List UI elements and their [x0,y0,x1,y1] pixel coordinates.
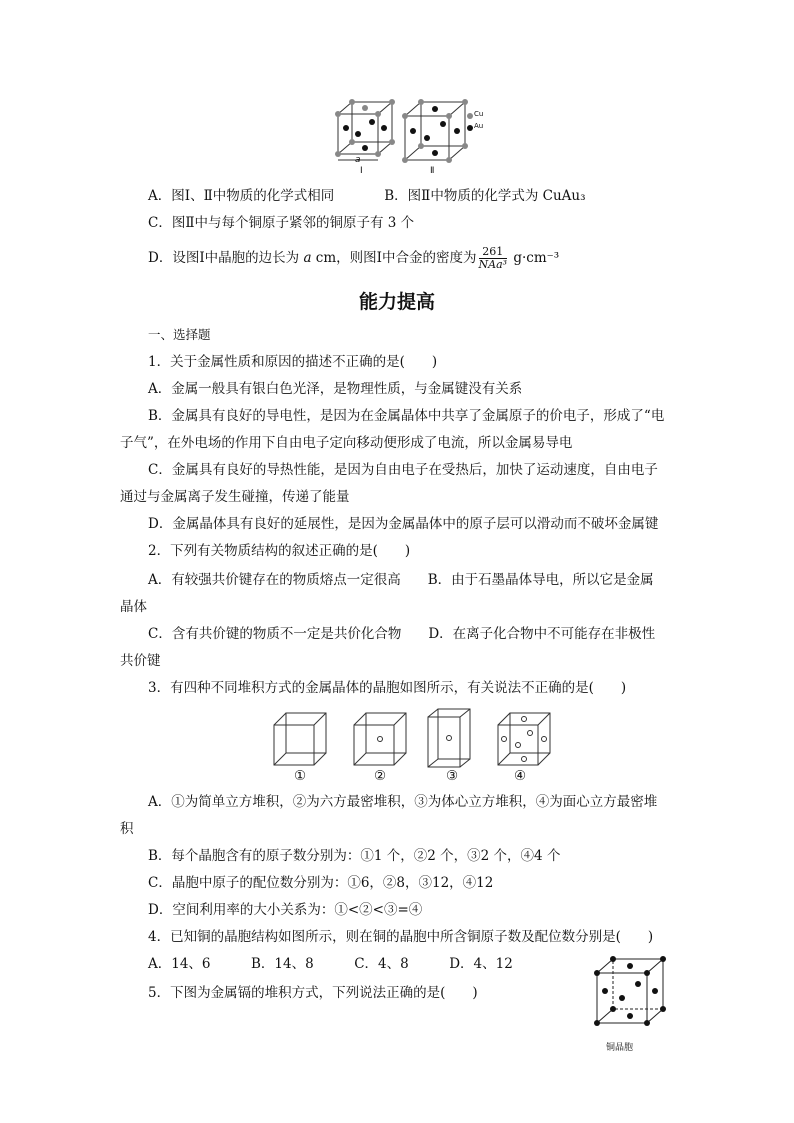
cell-4-face-centered [496,711,556,773]
cell-1-simple-cubic [272,711,332,773]
q3-option-a-2: 积 [120,821,134,837]
q3-option-d: D．空间利用率的大小关系为：①<②<③=④ [148,902,423,918]
prev-option-b: B．图Ⅱ中物质的化学式为 CuAu₃ [384,188,586,204]
prev-option-d: D．设图Ⅰ中晶胞的边长为 a cm，则图Ⅰ中合金的密度为 $\frac{261}{\text{NAa³}}$ g·cm⁻³ [148,245,560,271]
q2-option-cd-2: 共价键 [120,653,161,669]
edge-label-a: a [355,155,361,165]
prev-option-a-b [148,186,678,206]
q1-option-a: A．金属一般具有银白色光泽，是物理性质，与金属键没有关系 [148,381,523,397]
density-fraction: $\frac{261}{\text{NAa³}}$ [478,245,508,271]
q1-option-d: D．金属晶体具有良好的延展性，是因为金属晶体中的原子层可以滑动而不破坏金属键 [148,516,659,532]
q2-option-ab-1: A．有较强共价键存在的物质熔点一定很高 B．由于石墨晶体导电，所以它是金属 [148,572,654,588]
q1-option-b-1: B．金属具有良好的导电性，是因为在金属晶体中共享了金属原子的价电子，形成了“电 [148,408,665,424]
q5-stem: 5．下图为金属镉的堆积方式，下列说法正确的是( ) [148,985,478,1001]
copper-cell-diagram [593,955,669,1027]
legend-au: Au [474,122,484,130]
q2-option-ab-2: 晶体 [120,599,147,615]
q1-option-c-1: C．金属具有良好的导热性能，是因为自由电子在受热后，加快了运动速度，自由电子 [148,462,658,478]
section-title: 能力提高 [358,291,435,313]
q3-option-c: C．晶胞中原子的配位数分别为：①6，②8，③12，④12 [148,875,494,891]
figure-label-I: Ⅰ [360,166,363,176]
q3-option-b: B．每个晶胞含有的原子数分别为：①1 个，②2 个，③2 个，④4 个 [148,848,561,864]
legend-cu: Cu [474,110,484,118]
fig-label-2: ② [374,768,387,784]
cell-I-diagram [336,100,396,170]
cell-II-diagram [403,100,467,164]
q1-option-c-2: 通过与金属离子发生碰撞，传递了能量 [120,489,350,505]
q1-option-b-2: 子气”，在外电场的作用下自由电子定向移动便形成了电流，所以金属易导电 [120,435,573,451]
cell-2-body-centered [352,711,412,773]
subsection-heading: 一、选择题 [148,327,211,342]
q4-stem: 4．已知铜的晶胞结构如图所示，则在铜的晶胞中所含铜原子数及配位数分别是( ) [148,929,654,945]
q2-stem: 2．下列有关物质结构的叙述正确的是( ) [148,543,411,559]
cell-3-hexagonal [426,707,476,773]
q3-option-a-1: A．①为简单立方堆积，②为六方最密堆积，③为体心立方堆积，④为面心立方最密堆 [148,794,658,810]
prev-option-c: C．图Ⅱ中与每个铜原子紧邻的铜原子有 3 个 [148,215,415,231]
fig-label-3: ③ [446,768,459,784]
q1-stem: 1．关于金属性质和原因的描述不正确的是( ) [148,354,438,370]
fig-label-1: ① [294,768,307,784]
fig-label-4: ④ [514,768,527,784]
q3-stem: 3．有四种不同堆积方式的金属晶体的晶胞如图所示，有关说法不正确的是( ) [148,680,627,696]
prev-option-a: A．图Ⅰ、Ⅱ中物质的化学式相同 [148,188,335,204]
q2-option-cd-1: C．含有共价键的物质不一定是共价化合物 D．在离子化合物中不可能存在非极性 [148,626,656,642]
figure-label-II: Ⅱ [430,166,435,176]
q4-options: A．14、6 B．14、8 C．4、8 D．4、12 [148,956,513,972]
copper-cell-caption: 铜晶胞 [606,1043,634,1053]
